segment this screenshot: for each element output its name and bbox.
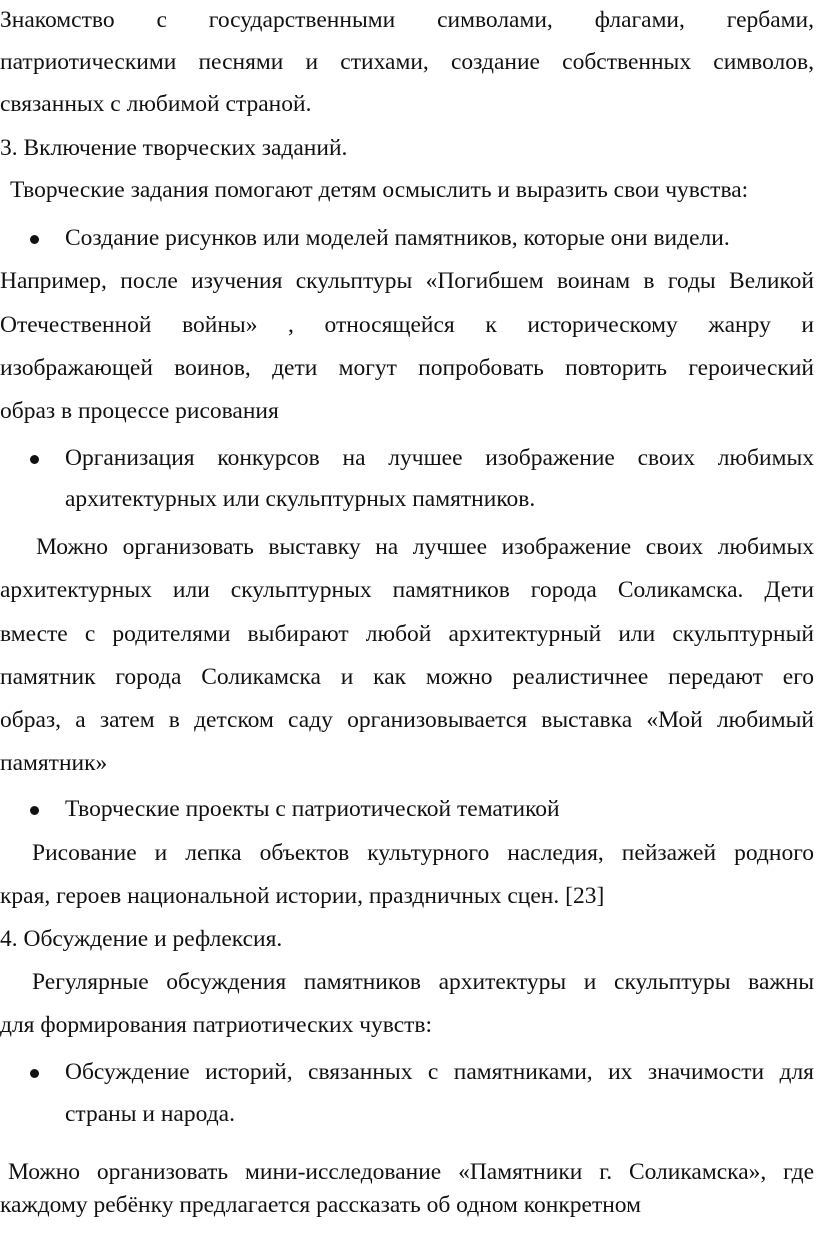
bullet-item: Организация конкурсов на лучшее изображение своих любимых bbox=[65, 445, 814, 471]
bullet-item-continuation: страны и народа. bbox=[65, 1101, 235, 1127]
text-line: Рисование и лепка объектов культурного наследия, пейзажей родного bbox=[32, 840, 814, 866]
text-line: Отечественной войны» , относящейся к историческому жанру и bbox=[0, 312, 814, 338]
text-line: памятник» bbox=[0, 750, 108, 776]
text-line: Например, после изучения скульптуры «Погибшем воинам в годы Великой bbox=[0, 268, 814, 294]
bullet-item: Обсуждение историй, связанных с памятниками, их значимости для bbox=[65, 1059, 814, 1085]
text-line: вместе с родителями выбирают любой архитектурный или скульптурный bbox=[0, 621, 814, 647]
text-line: архитектурных или скульптурных памятников города Соликамска. Дети bbox=[0, 577, 814, 603]
text-line: Можно организовать мини-исследование «Памятники г. Соликамска», где bbox=[8, 1159, 814, 1185]
section-heading-3: 3. Включение творческих заданий. bbox=[0, 135, 348, 161]
text-line: памятник города Соликамска и как можно реалистичнее передают его bbox=[0, 664, 814, 690]
text-line: для формирования патриотических чувств: bbox=[0, 1012, 433, 1038]
text-line: связанных с любимой страной. bbox=[0, 91, 312, 117]
bullet-icon bbox=[30, 455, 39, 464]
text-line: каждому ребёнку предлагается рассказать об одном конкретном bbox=[0, 1192, 641, 1218]
bullet-icon bbox=[30, 806, 39, 815]
bullet-item: Творческие проекты с патриотической тематикой bbox=[65, 796, 560, 822]
text-line: края, героев национальной истории, праздничных сцен. [23] bbox=[0, 883, 605, 909]
text-line: Регулярные обсуждения памятников архитектуры и скульптуры важны bbox=[32, 969, 814, 995]
bullet-icon bbox=[30, 235, 39, 244]
text-line: Знакомство с государственными символами, флагами, гербами, bbox=[0, 7, 814, 33]
text-line: образ в процессе рисования bbox=[0, 398, 279, 424]
text-line: образ, а затем в детском саду организовывается выставка «Мой любимый bbox=[0, 707, 814, 733]
section-heading-4: 4. Обсуждение и рефлексия. bbox=[0, 926, 283, 952]
bullet-item-continuation: архитектурных или скульптурных памятников. bbox=[65, 486, 536, 512]
bullet-item: Создание рисунков или моделей памятников, которые они видели. bbox=[65, 225, 730, 251]
text-line: патриотическими песнями и стихами, создание собственных символов, bbox=[0, 49, 814, 75]
text-line: Можно организовать выставку на лучшее изображение своих любимых bbox=[36, 534, 814, 560]
text-line: изображающей воинов, дети могут попробовать повторить героический bbox=[0, 355, 814, 381]
bullet-icon bbox=[30, 1069, 39, 1078]
text-line: Творческие задания помогают детям осмыслить и выразить свои чувства: bbox=[10, 177, 749, 203]
